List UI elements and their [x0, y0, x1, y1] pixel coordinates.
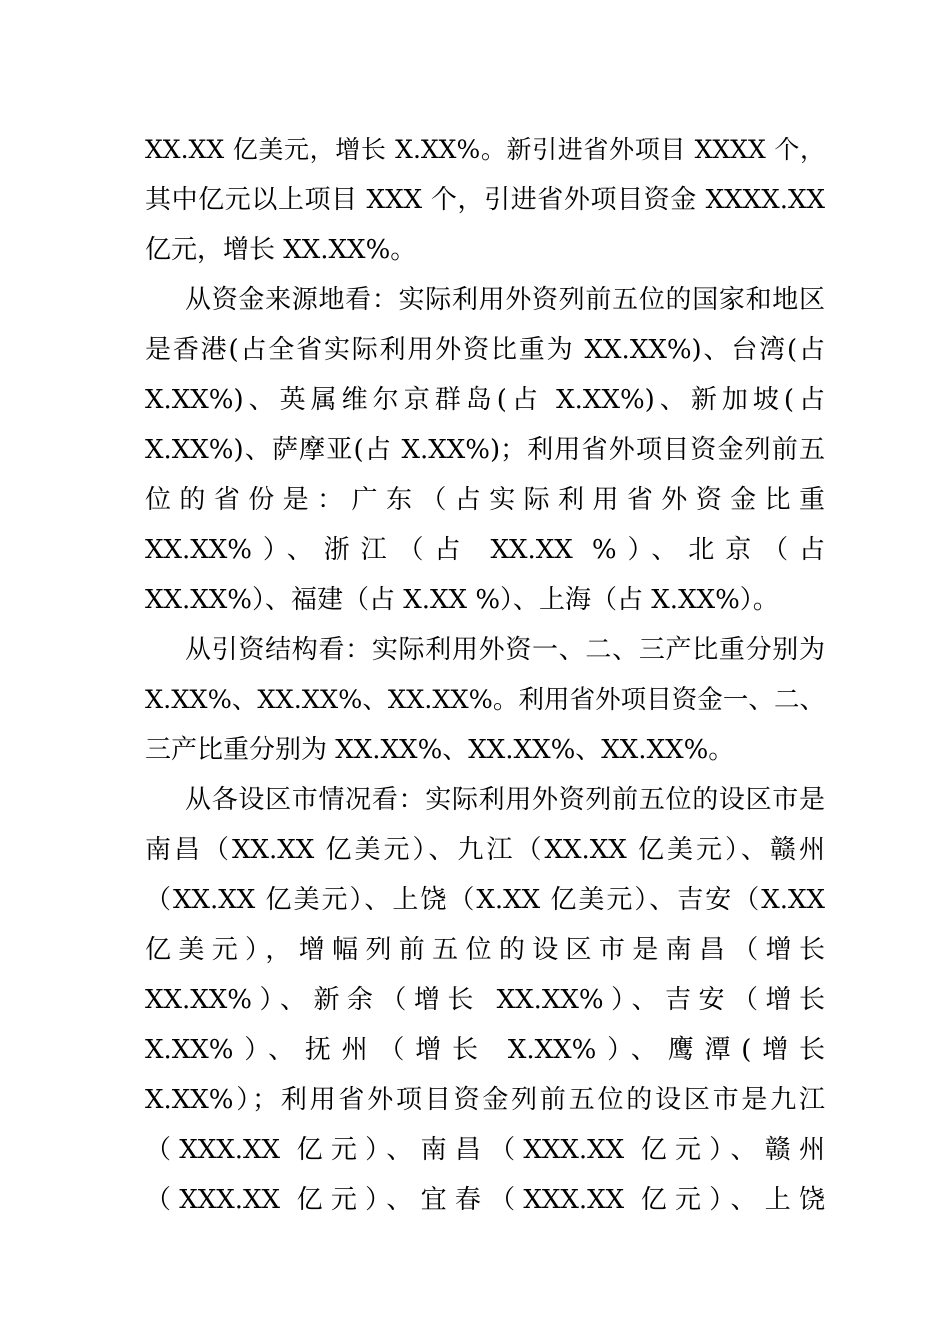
- paragraph-first-line: 从引资结构看：实际利用外资一、二、三产比重分别为: [185, 635, 825, 665]
- text-line: （XXX.XX 亿元）、宜春（XXX.XX 亿元）、上饶: [145, 1185, 825, 1215]
- text-line: 南昌（XX.XX 亿美元）、九江（XX.XX 亿美元）、赣州: [145, 835, 825, 865]
- text-line: （XX.XX 亿美元）、上饶（X.XX 亿美元）、吉安（X.XX: [145, 885, 825, 915]
- text-line: X.XX%)、英属维尔京群岛(占 X.XX%)、新加坡(占: [145, 385, 825, 415]
- text-line: 位的省份是：广东（占实际利用省外资金比重: [145, 485, 825, 515]
- text-line: 亿元，增长 XX.XX%。: [145, 235, 417, 265]
- text-line: X.XX%）；利用省外项目资金列前五位的设区市是九江: [145, 1085, 825, 1115]
- text-line: 是香港(占全省实际利用外资比重为 XX.XX%)、台湾(占: [145, 335, 825, 365]
- text-line: XX.XX%）、新余（增长 XX.XX%）、吉安（增长: [145, 985, 825, 1015]
- text-line: X.XX%）、抚州（增长 X.XX%）、鹰潭(增长: [145, 1035, 825, 1065]
- text-line: XX.XX 亿美元，增长 X.XX%。新引进省外项目 XXXX 个，: [145, 135, 825, 164]
- text-line: 亿美元），增幅列前五位的设区市是南昌（增长: [145, 935, 825, 965]
- text-line: XX.XX%）、福建（占 X.XX %）、上海（占 X.XX%）。: [145, 585, 779, 615]
- text-line: X.XX%)、萨摩亚(占 X.XX%)；利用省外项目资金列前五: [145, 435, 825, 465]
- paragraph-first-line: 从资金来源地看：实际利用外资列前五位的国家和地区: [185, 285, 825, 315]
- text-line: 三产比重分别为 XX.XX%、XX.XX%、XX.XX%。: [145, 735, 735, 765]
- text-line: XX.XX%）、浙江（占 XX.XX %）、北京（占: [145, 535, 825, 565]
- paragraph-first-line: 从各设区市情况看：实际利用外资列前五位的设区市是: [185, 785, 825, 815]
- text-line: （XXX.XX 亿元）、南昌（XXX.XX 亿元）、赣州: [145, 1135, 825, 1165]
- text-line: X.XX%、XX.XX%、XX.XX%。利用省外项目资金一、二、: [145, 685, 825, 715]
- text-line: 其中亿元以上项目 XXX 个，引进省外项目资金 XXXX.XX: [145, 185, 825, 215]
